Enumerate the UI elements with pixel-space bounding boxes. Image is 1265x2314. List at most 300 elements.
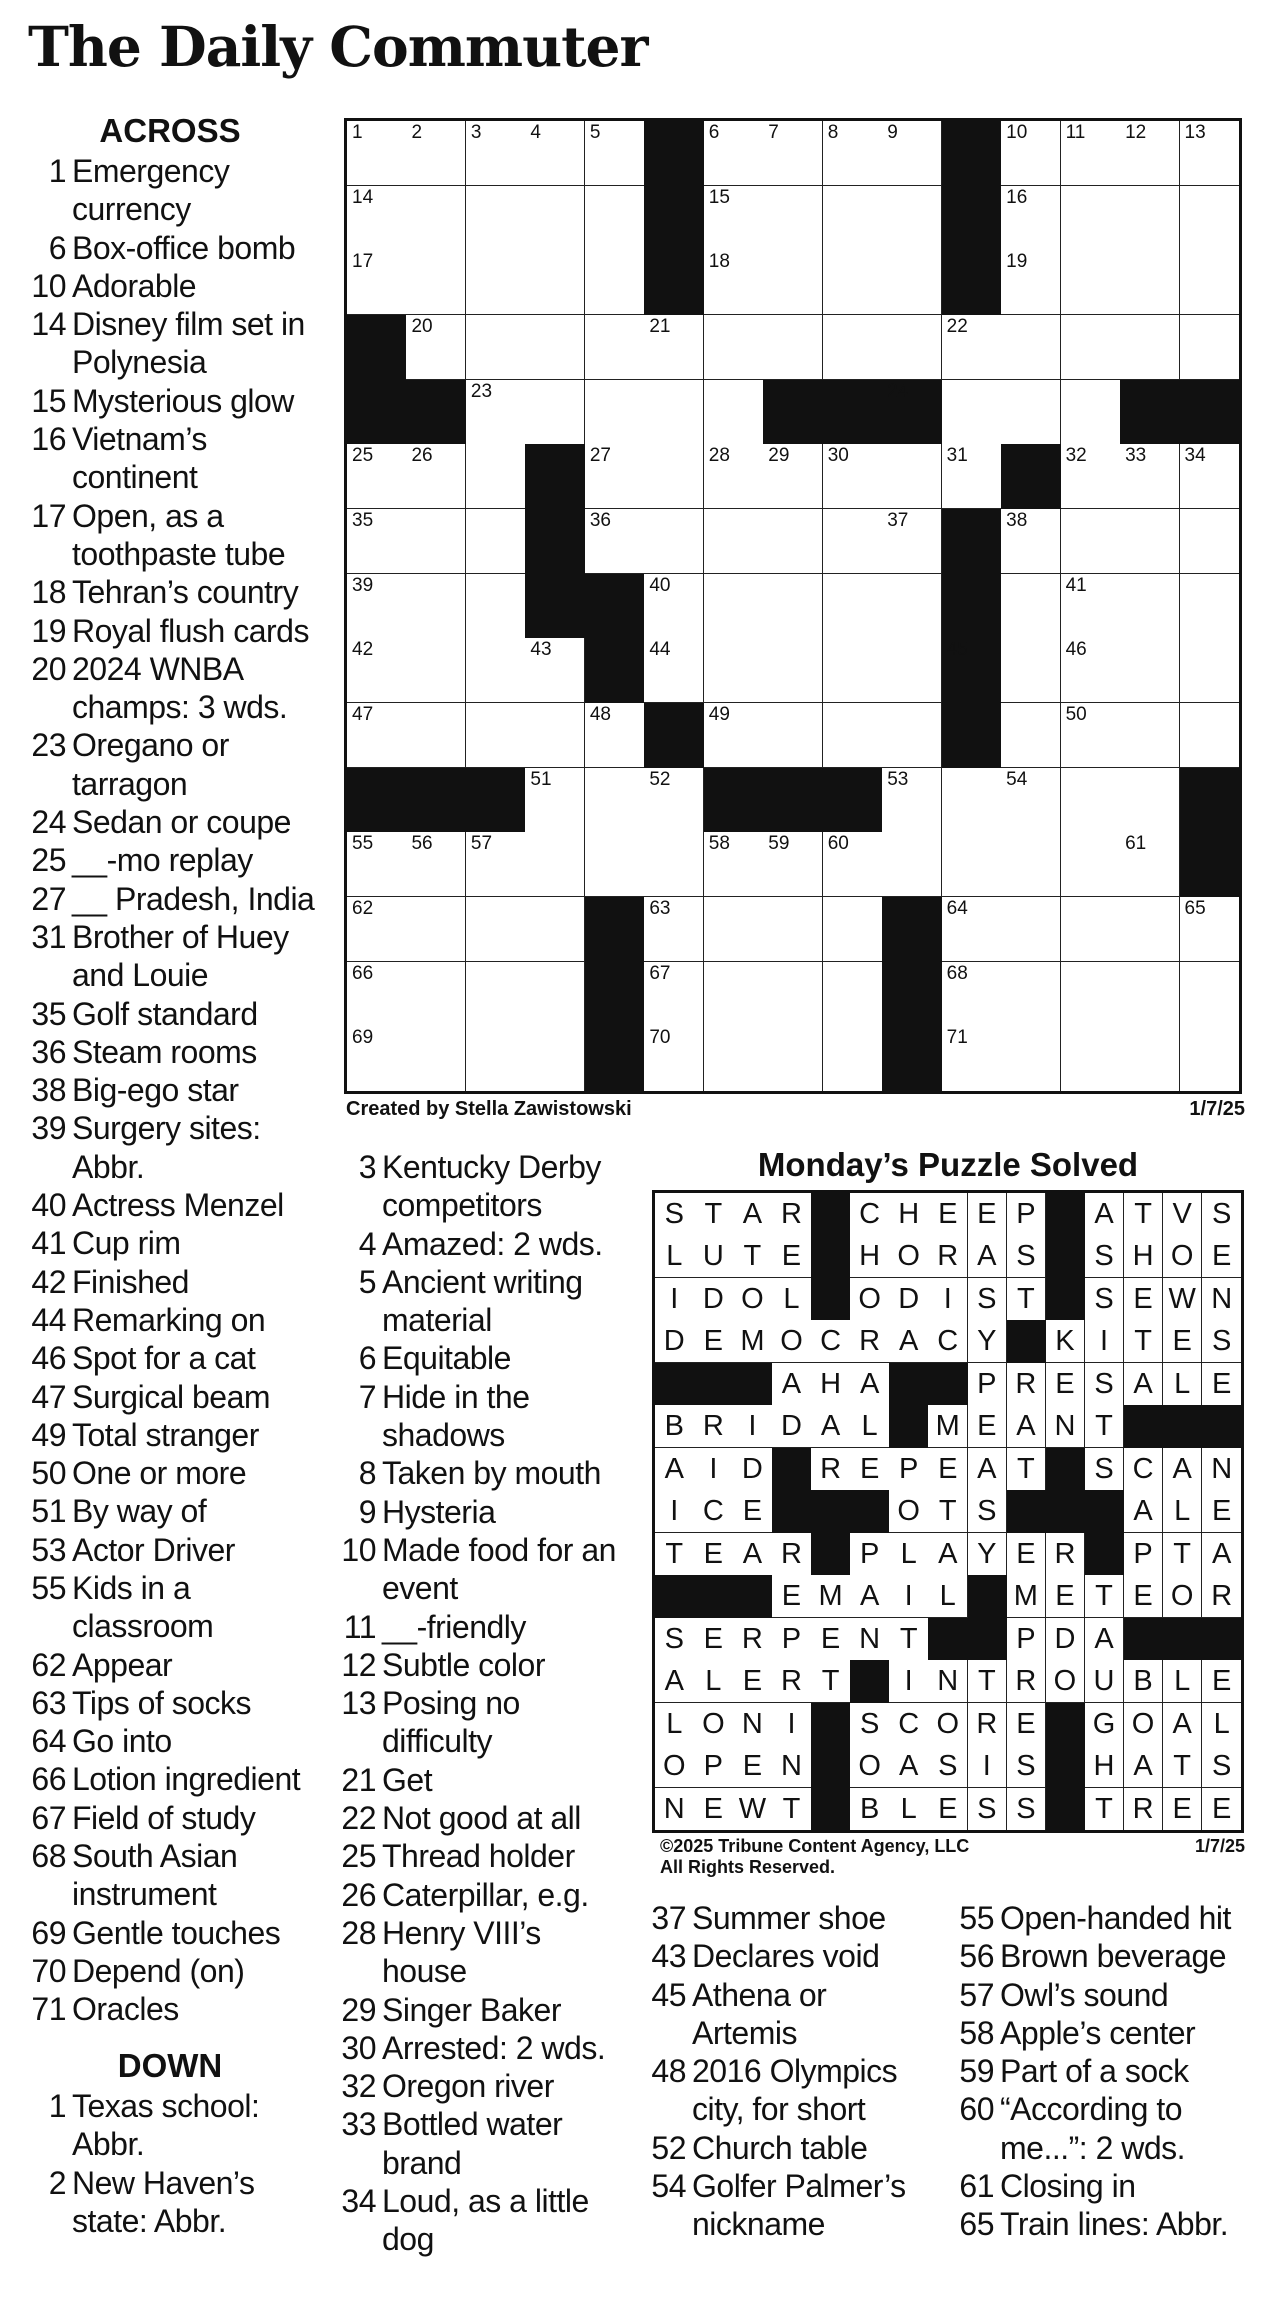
grid-cell[interactable] — [1001, 1026, 1061, 1091]
cell-number: 63 — [649, 898, 671, 919]
solution-letter: H — [850, 1235, 890, 1278]
grid-cell[interactable] — [347, 962, 407, 1027]
grid-cell[interactable] — [823, 1026, 883, 1091]
grid-cell[interactable] — [1001, 768, 1061, 833]
grid-cell[interactable] — [644, 509, 704, 574]
grid-cell[interactable] — [347, 121, 407, 186]
grid-cell[interactable] — [406, 574, 466, 639]
solution-letter: S — [1202, 1745, 1242, 1788]
grid-cell[interactable] — [644, 315, 704, 380]
grid-cell[interactable] — [406, 897, 466, 962]
solution-letter: S — [1085, 1363, 1125, 1406]
grid-cell[interactable] — [763, 638, 823, 703]
solution-letter: O — [850, 1278, 890, 1321]
grid-cell[interactable] — [525, 380, 585, 445]
grid-cell[interactable] — [1061, 574, 1121, 639]
grid-cell[interactable] — [585, 768, 645, 833]
grid-cell[interactable] — [347, 897, 407, 962]
grid-cell[interactable] — [1180, 703, 1240, 768]
clue-number: 22 — [341, 1800, 376, 1837]
clue-number: 38 — [31, 1072, 66, 1109]
solution-letter: T — [811, 1660, 851, 1703]
clue-line — [648, 1937, 948, 1975]
grid-cell[interactable] — [585, 186, 645, 251]
grid-cell[interactable] — [1061, 962, 1121, 1027]
clue-text: New Haven’s — [72, 2164, 255, 2201]
grid-cell[interactable] — [525, 638, 585, 703]
grid-cell[interactable] — [704, 509, 764, 574]
grid-cell[interactable] — [704, 1026, 764, 1091]
grid-cell[interactable] — [466, 509, 526, 574]
cell-number: 10 — [1006, 122, 1028, 143]
grid-cell[interactable] — [525, 832, 585, 897]
grid-cell[interactable] — [1001, 121, 1061, 186]
grid-cell[interactable] — [466, 638, 526, 703]
solution-letter: A — [655, 1660, 695, 1703]
grid-cell[interactable] — [644, 897, 704, 962]
clue-number: 66 — [31, 1761, 66, 1798]
grid-cell[interactable] — [763, 509, 823, 574]
grid-cell[interactable] — [466, 962, 526, 1027]
solution-letter: P — [1124, 1533, 1164, 1576]
grid-cell[interactable] — [1120, 962, 1180, 1027]
grid-cell[interactable] — [823, 638, 883, 703]
grid-cell[interactable] — [466, 703, 526, 768]
grid-cell[interactable] — [644, 962, 704, 1027]
grid-cell[interactable] — [525, 121, 585, 186]
grid-cell[interactable] — [1180, 638, 1240, 703]
cell-number: 7 — [768, 122, 779, 143]
grid-cell[interactable] — [1120, 897, 1180, 962]
grid-cell[interactable] — [1001, 962, 1061, 1027]
clue-number: 67 — [31, 1799, 66, 1836]
grid-cell[interactable] — [406, 121, 466, 186]
clue-text: Brother of Huey — [72, 918, 289, 955]
grid-cell[interactable] — [585, 832, 645, 897]
grid-cell[interactable] — [1001, 380, 1061, 445]
grid-cell[interactable] — [347, 832, 407, 897]
clue-text: tarragon — [72, 765, 188, 802]
clue-line — [28, 1454, 328, 1492]
solution-black-square — [811, 1235, 851, 1278]
grid-cell[interactable] — [704, 638, 764, 703]
grid-cell[interactable] — [1180, 444, 1240, 509]
grid-cell[interactable] — [1061, 1026, 1121, 1091]
grid-cell[interactable] — [763, 897, 823, 962]
grid-cell[interactable] — [1061, 186, 1121, 251]
grid-cell[interactable] — [823, 962, 883, 1027]
grid-cell[interactable] — [1180, 186, 1240, 251]
grid-cell[interactable] — [882, 832, 942, 897]
clue-number: 48 — [651, 2053, 686, 2090]
grid-cell[interactable] — [585, 380, 645, 445]
solution-letter: H — [889, 1193, 929, 1236]
grid-cell[interactable] — [704, 186, 764, 251]
clue-number: 36 — [31, 1033, 66, 1070]
grid-cell[interactable] — [763, 315, 823, 380]
grid-cell[interactable] — [1001, 703, 1061, 768]
grid-cell[interactable] — [1061, 768, 1121, 833]
grid-cell[interactable] — [942, 832, 1002, 897]
grid-cell[interactable] — [882, 768, 942, 833]
grid-cell[interactable] — [704, 121, 764, 186]
grid-cell[interactable] — [1120, 832, 1180, 897]
grid-cell[interactable] — [882, 250, 942, 315]
clue-line — [956, 1899, 1256, 1937]
grid-cell[interactable] — [644, 574, 704, 639]
grid-cell[interactable] — [704, 897, 764, 962]
solution-black-square — [1124, 1405, 1164, 1448]
grid-cell[interactable] — [466, 121, 526, 186]
grid-cell[interactable] — [1180, 509, 1240, 574]
grid-cell[interactable] — [882, 315, 942, 380]
clue-text: Abbr. — [72, 2126, 145, 2163]
clue-line — [338, 1454, 638, 1492]
grid-cell[interactable] — [644, 444, 704, 509]
grid-cell[interactable] — [347, 444, 407, 509]
grid-cell[interactable] — [406, 962, 466, 1027]
grid-cell[interactable] — [704, 962, 764, 1027]
grid-cell[interactable] — [466, 444, 526, 509]
clue-line — [338, 1148, 638, 1186]
grid-cell[interactable] — [942, 768, 1002, 833]
solution-letter: S — [1085, 1235, 1125, 1278]
grid-cell[interactable] — [942, 444, 1002, 509]
grid-cell[interactable] — [406, 250, 466, 315]
solution-letter: L — [1202, 1703, 1242, 1746]
grid-cell[interactable] — [942, 962, 1002, 1027]
solution-letter: H — [1124, 1235, 1164, 1278]
grid-cell[interactable] — [882, 574, 942, 639]
grid-cell[interactable] — [525, 768, 585, 833]
grid-cell[interactable] — [1061, 703, 1121, 768]
solution-letter: B — [850, 1788, 890, 1831]
grid-cell[interactable] — [1120, 186, 1180, 251]
grid-cell[interactable] — [347, 703, 407, 768]
grid-cell[interactable] — [1061, 638, 1121, 703]
clue-number: 68 — [31, 1838, 66, 1875]
solution-black-square — [733, 1363, 773, 1406]
grid-cell[interactable] — [1001, 832, 1061, 897]
grid-cell[interactable] — [1061, 832, 1121, 897]
grid-cell[interactable] — [644, 832, 704, 897]
cell-number: 57 — [470, 833, 493, 855]
solution-black-square — [928, 1618, 968, 1661]
clue-text: Arrested: 2 wds. — [382, 2029, 606, 2066]
grid-cell[interactable] — [347, 638, 407, 703]
grid-cell[interactable] — [1001, 638, 1061, 703]
newspaper-title: The Daily Commuter — [28, 14, 648, 79]
grid-cell[interactable] — [704, 574, 764, 639]
clue-text: Athena or — [692, 1976, 827, 2013]
clue-number: 39 — [31, 1110, 66, 1147]
clue-number: 26 — [341, 1876, 376, 1913]
clue-text: Abbr. — [72, 1148, 145, 1185]
solution-black-square — [811, 1278, 851, 1321]
grid-cell[interactable] — [1001, 250, 1061, 315]
clue-text: toothpaste tube — [72, 535, 286, 572]
grid-cell[interactable] — [525, 186, 585, 251]
grid-cell[interactable] — [882, 509, 942, 574]
grid-cell[interactable] — [942, 315, 1002, 380]
grid-cell[interactable] — [1120, 250, 1180, 315]
clue-line — [28, 1684, 328, 1722]
grid-cell[interactable] — [585, 509, 645, 574]
clue-line — [648, 2167, 948, 2205]
grid-cell[interactable] — [406, 703, 466, 768]
grid-cell[interactable] — [585, 121, 645, 186]
grid-cell[interactable] — [466, 897, 526, 962]
solution-black-square — [1046, 1193, 1086, 1236]
grid-cell[interactable] — [347, 186, 407, 251]
grid-cell[interactable] — [525, 897, 585, 962]
grid-cell[interactable] — [942, 380, 1002, 445]
grid-cell[interactable] — [1180, 574, 1240, 639]
clue-line — [28, 918, 328, 956]
solution-letter: P — [1007, 1618, 1047, 1661]
grid-cell[interactable] — [1120, 509, 1180, 574]
grid-cell[interactable] — [823, 703, 883, 768]
solution-letter: T — [928, 1490, 968, 1533]
grid-cell[interactable] — [1180, 315, 1240, 380]
clue-text: One or more — [72, 1455, 247, 1492]
solution-letter: T — [1007, 1448, 1047, 1491]
clue-line — [28, 2125, 328, 2163]
solution-letter: S — [655, 1618, 695, 1661]
solution-letter: K — [1046, 1320, 1086, 1363]
solution-black-square — [811, 1533, 851, 1576]
clue-text: material — [382, 1302, 492, 1339]
grid-cell[interactable] — [406, 638, 466, 703]
solution-letter: S — [850, 1703, 890, 1746]
solution-letter: S — [928, 1745, 968, 1788]
grid-cell[interactable] — [406, 509, 466, 574]
solution-black-square — [655, 1363, 695, 1406]
solution-letter: R — [1007, 1363, 1047, 1406]
grid-cell[interactable] — [585, 250, 645, 315]
grid-cell[interactable] — [823, 832, 883, 897]
solution-black-square — [1046, 1745, 1086, 1788]
grid-cell[interactable] — [704, 703, 764, 768]
grid-cell[interactable] — [1061, 121, 1121, 186]
grid-cell[interactable] — [1120, 315, 1180, 380]
cell-number: 51 — [530, 768, 552, 790]
clue-line — [28, 1569, 328, 1607]
grid-cell[interactable] — [406, 1026, 466, 1091]
solution-letter: R — [772, 1660, 812, 1703]
black-square — [644, 186, 704, 251]
clue-line — [28, 1952, 328, 1990]
grid-cell[interactable] — [466, 1026, 526, 1091]
grid-cell[interactable] — [882, 703, 942, 768]
solution-letter: S — [1202, 1320, 1242, 1363]
grid-cell[interactable] — [466, 832, 526, 897]
grid-cell[interactable] — [823, 250, 883, 315]
grid-cell[interactable] — [1120, 1026, 1180, 1091]
grid-cell[interactable] — [823, 121, 883, 186]
solution-letter: A — [733, 1193, 773, 1236]
clue-line — [338, 1646, 638, 1684]
grid-cell[interactable] — [823, 315, 883, 380]
clue-number: 16 — [31, 421, 66, 458]
solution-letter: E — [694, 1618, 734, 1661]
clue-text: __ Pradesh, India — [72, 880, 315, 917]
grid-cell[interactable] — [1120, 444, 1180, 509]
grid-cell[interactable] — [763, 121, 823, 186]
grid-cell[interactable] — [406, 315, 466, 380]
grid-cell[interactable] — [942, 1026, 1002, 1091]
solution-letter: A — [655, 1448, 695, 1491]
grid-cell[interactable] — [942, 897, 1002, 962]
solution-letter: I — [928, 1278, 968, 1321]
black-square — [525, 509, 585, 574]
clue-number: 58 — [959, 2014, 994, 2051]
grid-cell[interactable] — [466, 250, 526, 315]
grid-cell[interactable] — [525, 315, 585, 380]
grid-cell[interactable] — [704, 832, 764, 897]
clue-number: 32 — [341, 2068, 376, 2105]
grid-cell[interactable] — [1001, 574, 1061, 639]
clue-text: currency — [72, 191, 191, 228]
grid-cell[interactable] — [1180, 897, 1240, 962]
grid-cell[interactable] — [882, 121, 942, 186]
clue-text: Made food for an — [382, 1531, 616, 1568]
grid-cell[interactable] — [1061, 444, 1121, 509]
grid-cell[interactable] — [466, 315, 526, 380]
solution-letter: P — [968, 1363, 1008, 1406]
black-square — [1001, 444, 1061, 509]
solution-letter: I — [772, 1703, 812, 1746]
grid-cell[interactable] — [823, 574, 883, 639]
grid-cell[interactable] — [704, 315, 764, 380]
black-square — [942, 638, 1002, 703]
grid-cell[interactable] — [704, 444, 764, 509]
solution-letter: S — [1202, 1193, 1242, 1236]
grid-cell[interactable] — [823, 186, 883, 251]
solution-letter: S — [1007, 1788, 1047, 1831]
clue-line — [338, 1837, 638, 1875]
grid-cell[interactable] — [1180, 962, 1240, 1027]
grid-cell[interactable] — [644, 638, 704, 703]
solution-letter: N — [772, 1745, 812, 1788]
grid-cell[interactable] — [1120, 638, 1180, 703]
grid-cell[interactable] — [823, 444, 883, 509]
grid-cell[interactable] — [347, 1026, 407, 1091]
grid-cell[interactable] — [466, 380, 526, 445]
grid-cell[interactable] — [763, 574, 823, 639]
grid-cell[interactable] — [1061, 250, 1121, 315]
clue-line — [28, 305, 328, 343]
grid-cell[interactable] — [406, 186, 466, 251]
clue-number: 42 — [31, 1263, 66, 1300]
clue-text: Loud, as a little — [382, 2183, 589, 2220]
grid-cell[interactable] — [585, 703, 645, 768]
clue-line — [28, 1339, 328, 1377]
grid-cell[interactable] — [525, 962, 585, 1027]
clue-line — [338, 1339, 638, 1377]
grid-cell[interactable] — [525, 250, 585, 315]
grid-cell[interactable] — [1061, 897, 1121, 962]
clue-text: Hysteria — [382, 1493, 496, 1530]
clue-text: Brown beverage — [1000, 1938, 1227, 1975]
clue-text: dog — [382, 2221, 434, 2258]
black-square — [644, 703, 704, 768]
grid-cell[interactable] — [763, 1026, 823, 1091]
clue-text: Actress Menzel — [72, 1187, 284, 1224]
grid-cell[interactable] — [1061, 509, 1121, 574]
solution-letter: N — [1202, 1278, 1242, 1321]
grid-cell[interactable] — [466, 186, 526, 251]
grid-cell[interactable] — [1061, 315, 1121, 380]
grid-cell[interactable] — [763, 250, 823, 315]
grid-cell[interactable] — [882, 186, 942, 251]
grid-cell[interactable] — [644, 1026, 704, 1091]
grid-cell[interactable] — [1001, 315, 1061, 380]
grid-cell[interactable] — [763, 832, 823, 897]
grid-cell[interactable] — [763, 444, 823, 509]
grid-cell[interactable] — [1120, 768, 1180, 833]
solution-letter: A — [1085, 1193, 1125, 1236]
clue-number: 61 — [959, 2168, 994, 2205]
grid-cell[interactable] — [1120, 121, 1180, 186]
clue-text: Open-handed hit — [1000, 1900, 1231, 1936]
grid-cell[interactable] — [1001, 509, 1061, 574]
grid-cell[interactable] — [347, 250, 407, 315]
grid-cell[interactable] — [406, 832, 466, 897]
grid-cell[interactable] — [1180, 121, 1240, 186]
grid-cell[interactable] — [525, 703, 585, 768]
grid-cell[interactable] — [882, 444, 942, 509]
grid-cell[interactable] — [406, 444, 466, 509]
clue-line — [28, 458, 328, 496]
grid-cell[interactable] — [525, 1026, 585, 1091]
grid-cell[interactable] — [1061, 380, 1121, 445]
solution-black-square — [889, 1363, 929, 1406]
solution-black-square — [1085, 1490, 1125, 1533]
grid-cell[interactable] — [1180, 1026, 1240, 1091]
grid-cell[interactable] — [466, 574, 526, 639]
grid-cell[interactable] — [823, 509, 883, 574]
clue-text: Declares void — [692, 1938, 880, 1975]
grid-cell[interactable] — [585, 444, 645, 509]
grid-cell[interactable] — [704, 250, 764, 315]
clue-text: Open, as a — [72, 497, 224, 534]
solution-letter: E — [1163, 1320, 1203, 1363]
grid-cell[interactable] — [882, 638, 942, 703]
grid-cell[interactable] — [763, 703, 823, 768]
grid-cell[interactable] — [704, 380, 764, 445]
clue-text: Surgery sites: — [72, 1110, 261, 1147]
clue-line — [28, 1148, 328, 1186]
grid-cell[interactable] — [644, 768, 704, 833]
grid-cell[interactable] — [763, 962, 823, 1027]
grid-cell[interactable] — [585, 315, 645, 380]
grid-cell[interactable] — [1180, 250, 1240, 315]
grid-cell[interactable] — [1120, 574, 1180, 639]
grid-cell[interactable] — [763, 186, 823, 251]
grid-cell[interactable] — [1001, 897, 1061, 962]
grid-cell[interactable] — [347, 574, 407, 639]
clue-text: By way of — [72, 1493, 207, 1530]
grid-cell[interactable] — [1120, 703, 1180, 768]
clue-line — [956, 2129, 1256, 2167]
grid-cell[interactable] — [1001, 186, 1061, 251]
grid-cell[interactable] — [644, 380, 704, 445]
clue-text: 2024 WNBA — [72, 650, 244, 687]
clue-number: 71 — [31, 1991, 66, 2028]
grid-cell[interactable] — [347, 509, 407, 574]
grid-cell[interactable] — [823, 897, 883, 962]
